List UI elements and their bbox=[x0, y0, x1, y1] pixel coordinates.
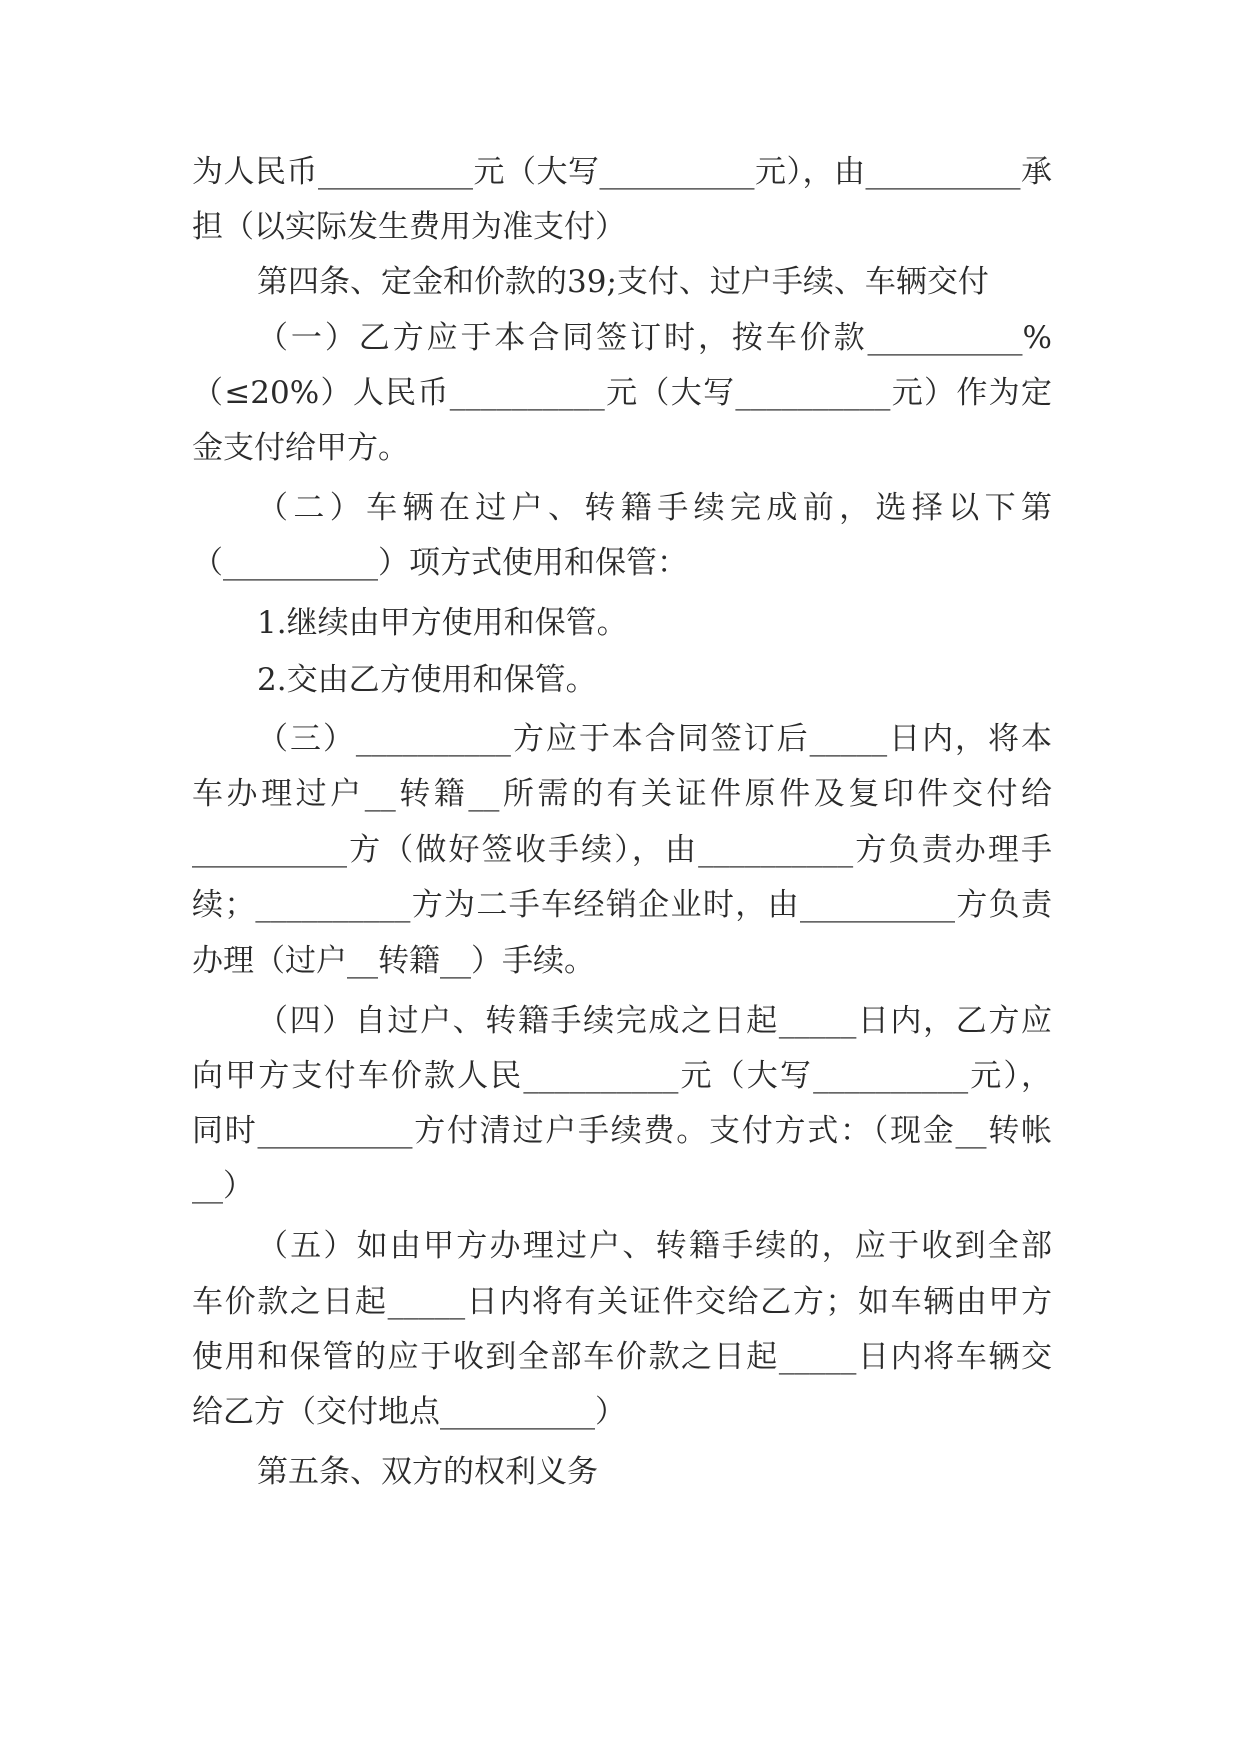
paragraph-line: 给乙方（交付地点__________） bbox=[192, 1394, 626, 1430]
article-heading: 第四条、定金和价款的39;支付、过户手续、车辆交付 bbox=[257, 264, 989, 300]
paragraph-line: （三）__________方应于本合同签订后_____日内，将本 bbox=[257, 721, 1052, 757]
paragraph-line: （一）乙方应于本合同签订时，按车价款__________% bbox=[257, 320, 1052, 356]
paragraph-line: __________方（做好签收手续），由__________方负责办理手 bbox=[192, 832, 1052, 868]
paragraph-line: （五）如由甲方办理过户、转籍手续的，应于收到全部 bbox=[257, 1228, 1052, 1264]
paragraph-line: 车价款之日起_____日内将有关证件交给乙方；如车辆由甲方 bbox=[192, 1284, 1052, 1320]
paragraph-line: 使用和保管的应于收到全部车价款之日起_____日内将车辆交 bbox=[192, 1339, 1052, 1375]
paragraph-line: （四）自过户、转籍手续完成之日起_____日内，乙方应 bbox=[257, 1003, 1052, 1039]
paragraph-line: 金支付给甲方。 bbox=[192, 430, 409, 466]
article-heading: 第五条、双方的权利义务 bbox=[257, 1454, 598, 1490]
paragraph-line: （二）车辆在过户、转籍手续完成前，选择以下第 bbox=[257, 490, 1052, 526]
list-item: 2.交由乙方使用和保管。 bbox=[257, 662, 597, 698]
paragraph-line: 同时__________方付清过户手续费。支付方式：（现金__转帐 bbox=[192, 1113, 1052, 1149]
paragraph-line: （≤20%）人民币__________元（大写__________元）作为定 bbox=[192, 375, 1052, 411]
list-item: 1.继续由甲方使用和保管。 bbox=[257, 605, 628, 641]
paragraph-line: 为人民币__________元（大写__________元），由__________承 bbox=[192, 154, 1052, 190]
paragraph-line: 办理（过户__转籍__）手续。 bbox=[192, 943, 595, 979]
paragraph-line: 向甲方支付车价款人民__________元（大写__________元）， bbox=[192, 1058, 1052, 1094]
paragraph-line: 续；__________方为二手车经销企业时，由__________方负责 bbox=[192, 887, 1052, 923]
paragraph-line: （__________）项方式使用和保管： bbox=[192, 545, 688, 581]
paragraph-line: 担（以实际发生费用为准支付） bbox=[192, 209, 626, 245]
paragraph-line: __） bbox=[192, 1168, 254, 1204]
paragraph-line: 车办理过户__转籍__所需的有关证件原件及复印件交付给 bbox=[192, 776, 1052, 812]
